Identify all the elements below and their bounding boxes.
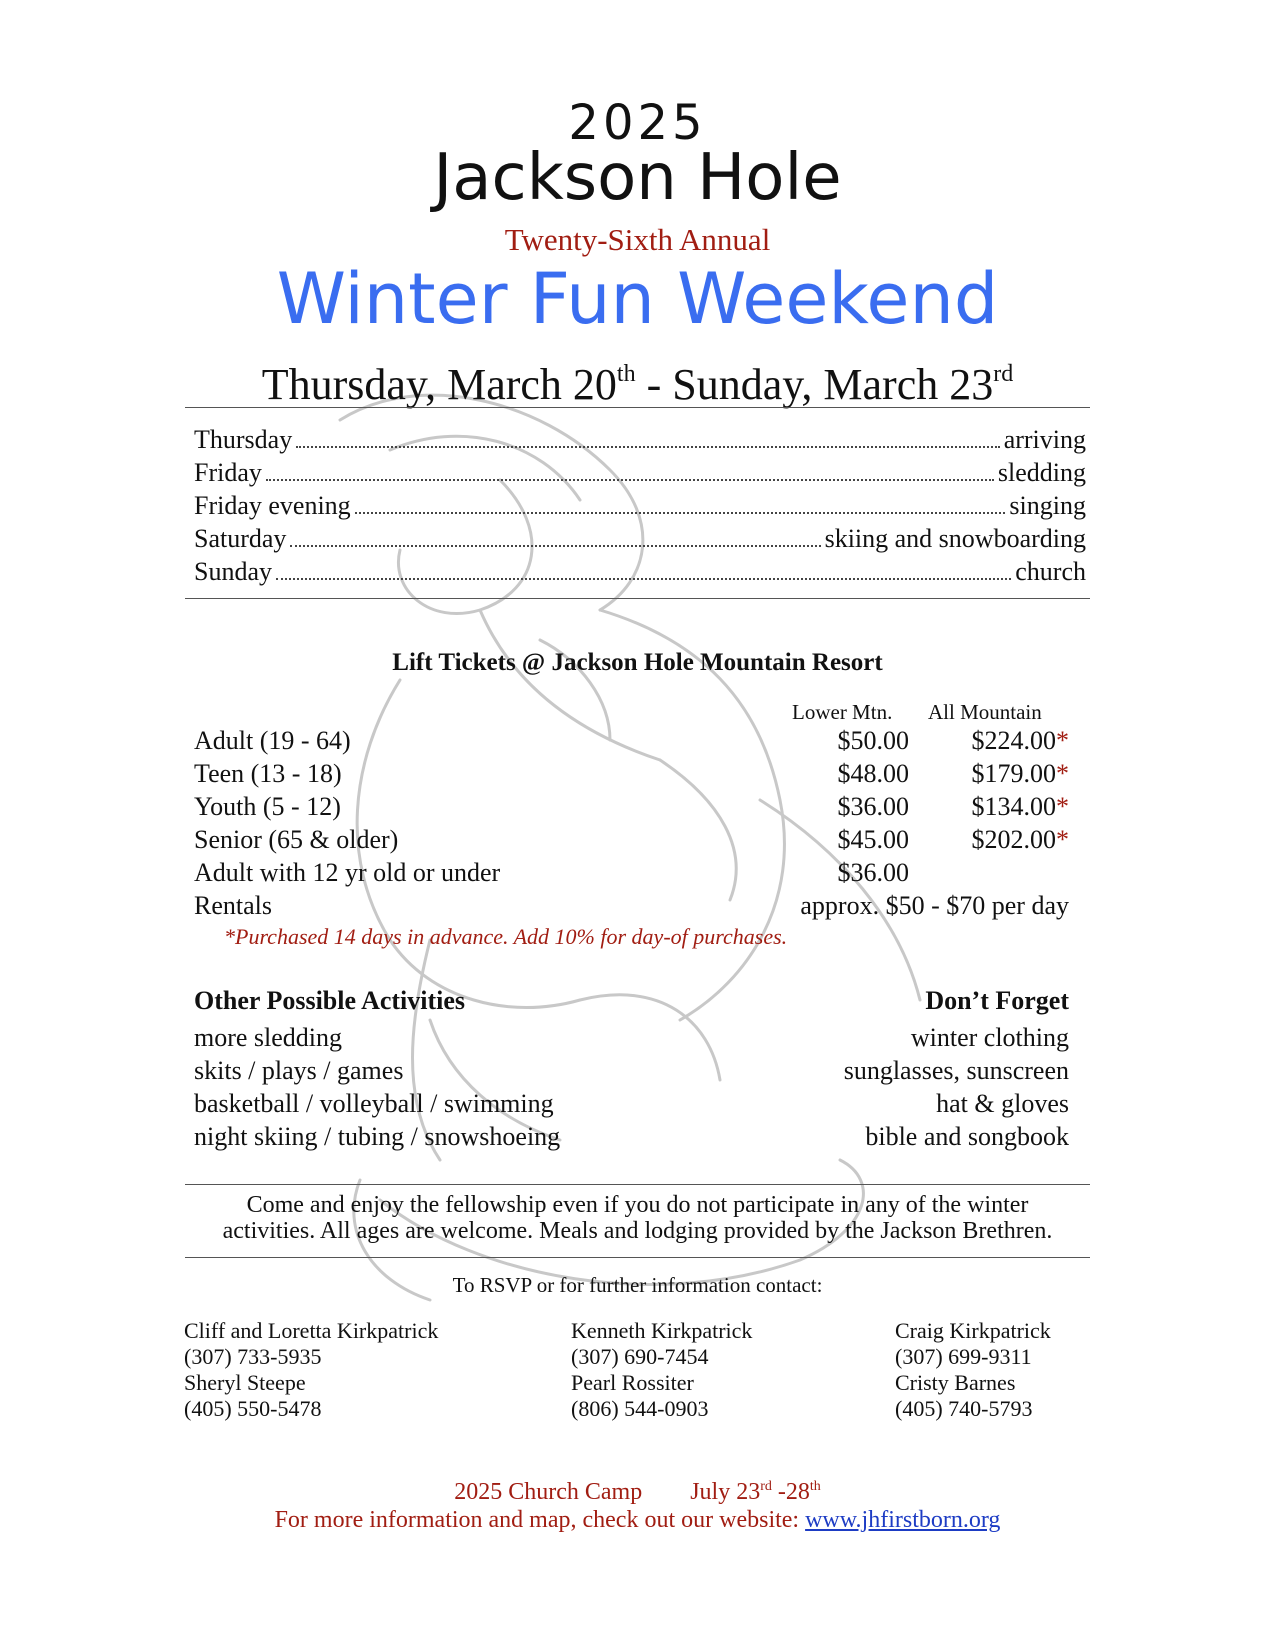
ticket-category: Rentals [194, 891, 272, 920]
activities-section [194, 985, 1069, 1155]
ticket-category: Teen (13 - 18) [194, 759, 342, 788]
schedule-row [194, 489, 1086, 522]
divider [185, 1257, 1090, 1258]
camp-start-date: July 23 [690, 1479, 761, 1505]
schedule-day: Sunday [194, 557, 272, 586]
ticket-category: Senior (65 & older) [194, 825, 399, 854]
start-date: Thursday, March 20 [261, 360, 617, 409]
activity-item: night skiing / tubing / snowshoeing [194, 1122, 561, 1151]
lift-tickets-title: Lift Tickets @ Jackson Hole Mountain Resort [392, 649, 883, 676]
dont-forget-title: Don’t Forget [925, 986, 1069, 1015]
schedule-activity: church [1015, 557, 1086, 586]
price-row [194, 790, 1069, 823]
price-row [194, 724, 1069, 757]
other-activities [194, 985, 560, 1153]
schedule-activity: sledding [997, 458, 1086, 487]
end-date-suffix: rd [993, 361, 1014, 387]
packing-item: hat & gloves [936, 1089, 1069, 1118]
contact-name: Pearl Rossiter [571, 1370, 694, 1395]
price-all-mountain: $224.00 [971, 726, 1056, 755]
schedule-day: Thursday [194, 425, 293, 454]
schedule-row [194, 555, 1086, 588]
price-lower-mountain: $36.00 [837, 792, 909, 821]
price-all-mountain: $179.00 [971, 759, 1056, 788]
rsvp-heading: To RSVP or for further information contact: [452, 1273, 823, 1297]
dot-leader [296, 445, 999, 448]
activity-item: basketball / volleyball / swimming [194, 1089, 554, 1118]
packing-item: winter clothing [910, 1023, 1069, 1052]
price-row [194, 889, 1069, 922]
price-all-mountain: approx. $50 - $70 per day [800, 891, 1069, 920]
price-row [194, 757, 1069, 790]
dot-leader [355, 511, 1006, 514]
ticket-category: Adult with 12 yr old or under [194, 858, 501, 887]
schedule-list [194, 423, 1086, 588]
contact-column [571, 1318, 752, 1422]
price-all-mountain: $202.00 [971, 825, 1056, 854]
end-date: Sunday, March 23 [672, 360, 994, 409]
dot-leader [290, 544, 820, 547]
contact-phone: (806) 544-0903 [571, 1396, 709, 1421]
contact-phone: (405) 740-5793 [895, 1396, 1033, 1421]
advance-purchase-mark: * [1056, 825, 1069, 854]
activity-item: more sledding [194, 1023, 343, 1052]
advance-purchase-mark: * [1056, 726, 1069, 755]
church-camp-label: 2025 Church Camp [454, 1479, 643, 1505]
contact-phone: (307) 733-5935 [184, 1344, 322, 1369]
divider [185, 1184, 1090, 1185]
contact-name: Kenneth Kirkpatrick [571, 1318, 753, 1343]
website-line [0, 1505, 1275, 1535]
schedule-activity: singing [1009, 491, 1086, 520]
divider [185, 598, 1090, 599]
column-header-all-mountain: All Mountain [928, 700, 1042, 724]
event-year: 2025 [568, 95, 707, 151]
schedule-row [194, 423, 1086, 456]
start-date-suffix: th [616, 361, 636, 387]
schedule-row [194, 456, 1086, 489]
price-all-mountain: $134.00 [971, 792, 1056, 821]
advance-purchase-mark: * [1056, 792, 1069, 821]
other-activities-title: Other Possible Activities [194, 986, 466, 1015]
event-edition: Twenty-Sixth Annual [504, 222, 771, 257]
price-lower-mountain: $45.00 [837, 825, 909, 854]
website-prefix: For more information and map, check out our website: [274, 1507, 806, 1533]
contact-name: Craig Kirkpatrick [895, 1318, 1051, 1343]
schedule-activity: skiing and snowboarding [824, 524, 1086, 553]
schedule-row [194, 522, 1086, 555]
contact-phone: (307) 699-9311 [895, 1344, 1032, 1369]
schedule-day: Saturday [194, 524, 287, 553]
price-row [194, 856, 1069, 889]
contact-column [895, 1318, 1051, 1422]
church-camp-info [0, 1472, 1275, 1507]
advance-purchase-note: *Purchased 14 days in advance. Add 10% for day-of purchases. [224, 924, 788, 949]
ticket-category: Adult (19 - 64) [194, 726, 351, 755]
contact-name: Sheryl Steepe [184, 1370, 306, 1395]
column-header-lower-mountain: Lower Mtn. [792, 700, 893, 724]
event-location: Jackson Hole [433, 141, 842, 215]
date-separator: - [635, 360, 673, 409]
schedule-activity: arriving [1003, 425, 1086, 454]
camp-end-suffix: th [809, 1479, 821, 1494]
schedule-day: Friday [194, 458, 262, 487]
dot-leader [266, 478, 994, 481]
dont-forget [844, 985, 1069, 1153]
event-dates [0, 348, 1275, 411]
fellowship-message [0, 1192, 1275, 1244]
contact-phone: (307) 690-7454 [571, 1344, 709, 1369]
schedule-day: Friday evening [194, 491, 351, 520]
contact-column [184, 1318, 438, 1422]
packing-item: sunglasses, sunscreen [843, 1056, 1069, 1085]
activity-item: skits / plays / games [194, 1056, 404, 1085]
price-row [194, 823, 1069, 856]
contact-name: Cliff and Loretta Kirkpatrick [184, 1318, 439, 1343]
camp-date-separator: -28 [771, 1479, 810, 1505]
price-lower-mountain: $50.00 [837, 726, 909, 755]
fellowship-line: Come and enjoy the fellowship even if you do not participate in any of the winter [246, 1192, 1029, 1218]
divider [185, 407, 1090, 408]
event-title: Winter Fun Weekend [276, 258, 999, 340]
contact-name: Cristy Barnes [895, 1370, 1016, 1395]
advance-purchase-mark: * [1056, 759, 1069, 788]
fellowship-line: activities. All ages are welcome. Meals and lodging provided by the Jackson Brethren. [222, 1218, 1053, 1244]
contact-phone: (405) 550-5478 [184, 1396, 322, 1421]
ticket-category: Youth (5 - 12) [194, 792, 341, 821]
price-lower-mountain: $48.00 [837, 759, 909, 788]
dot-leader [276, 577, 1011, 580]
packing-item: bible and songbook [865, 1122, 1069, 1151]
website-link[interactable]: www.jhfirstborn.org [805, 1507, 1001, 1533]
price-lower-mountain: $36.00 [837, 858, 909, 887]
camp-start-suffix: rd [760, 1479, 772, 1494]
